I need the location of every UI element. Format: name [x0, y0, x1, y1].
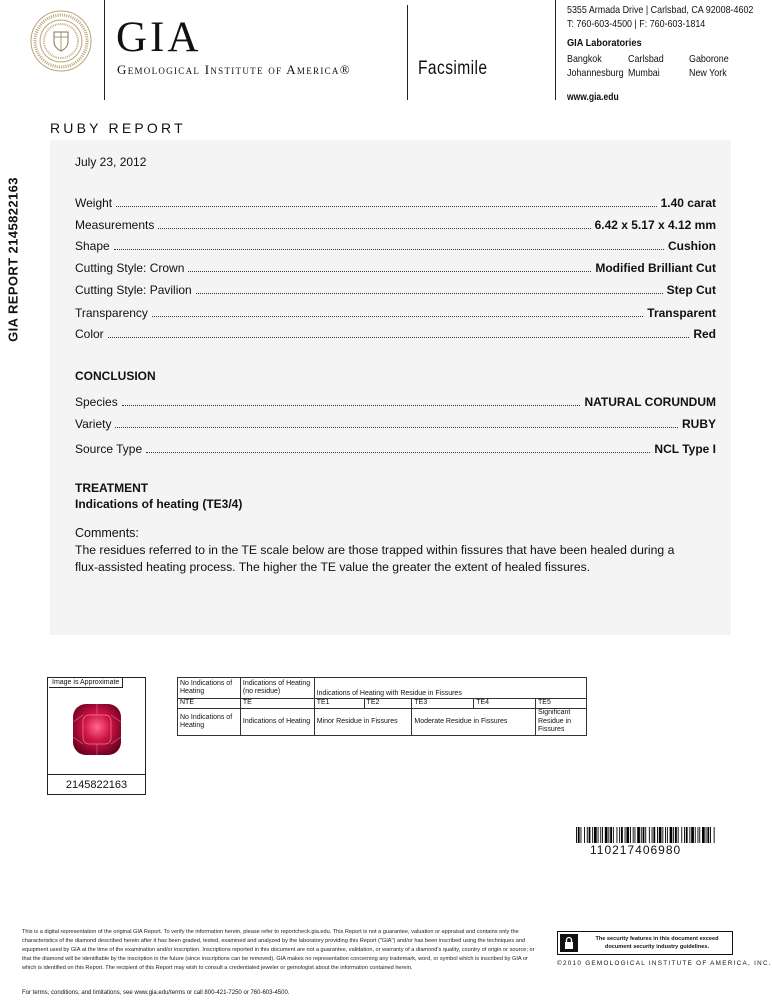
image-report-number: 2145822163: [65, 779, 128, 791]
dot-leader: [114, 249, 664, 250]
te-cell: Moderate Residue in Fissures: [412, 709, 536, 736]
field-label: Shape: [75, 239, 110, 253]
field-label: Weight: [75, 196, 113, 210]
dot-leader: [188, 271, 591, 272]
dot-leader: [108, 337, 690, 338]
te-cell: No Indications of Heating: [178, 678, 241, 699]
dot-leader: [152, 316, 643, 317]
te-cell: TE5: [536, 699, 587, 709]
te-cell: TE1: [314, 699, 364, 709]
header-divider: [555, 0, 556, 100]
field-label: Measurements: [75, 218, 155, 232]
field-label: Source Type: [75, 442, 143, 456]
field-label: Transparency: [75, 306, 148, 320]
address-line: 5355 Armada Drive | Carlsbad, CA 92008-4602: [567, 4, 754, 16]
copyright-line: ©2010 GEMOLOGICAL INSTITUTE OF AMERICA, INC.: [557, 960, 772, 967]
field-value: 6.42 x 5.17 x 4.12 mm: [594, 218, 716, 232]
comments-text: The residues referred to in the TE scale below are those trapped within fissures that have been healed during a flux-assisted heating process. The higher the TE value the greater the extent of healed fissures.: [75, 543, 675, 574]
field-row-source-type: [75, 440, 716, 456]
ruby-gem-image: [71, 702, 123, 757]
field-value: NCL Type I: [654, 442, 716, 456]
te-cell: TE: [240, 699, 314, 709]
treatment-heading: TREATMENT: [75, 481, 149, 495]
header-divider: [104, 0, 105, 100]
security-notice-text: The security features in this document exceed document security industry guidelines.: [595, 936, 719, 950]
barcode-number: 110217406980: [590, 843, 682, 857]
gia-seal-logo: [30, 10, 92, 72]
field-row-species: [75, 393, 716, 409]
security-notice-box: [557, 931, 733, 955]
field-row-measurements: [75, 216, 716, 232]
te-cell: TE2: [364, 699, 412, 709]
dot-leader: [122, 405, 581, 406]
labs-title: GIA Laboratories: [567, 37, 642, 49]
dot-leader: [146, 452, 650, 453]
te-cell: Indications of Heating with Residue in Fissures: [314, 678, 586, 699]
field-value: Transparent: [647, 306, 716, 320]
institute-name: Gemological Institute of America®: [117, 62, 351, 77]
te-cell: NTE: [178, 699, 241, 709]
te-cell: No Indications of Heating: [178, 709, 241, 736]
field-value: Red: [693, 327, 716, 341]
te-cell: Indications of Heating (no residue): [240, 678, 314, 699]
field-value: Cushion: [668, 239, 716, 253]
te-cell: TE4: [474, 699, 536, 709]
te-cell: Significant Residue in Fissures: [536, 709, 587, 736]
field-row-shape: [75, 237, 716, 253]
lab-city: New York: [689, 67, 727, 79]
dot-leader: [116, 206, 656, 207]
lab-city: Bangkok: [567, 53, 602, 65]
te-scale-table: [177, 677, 587, 736]
field-label: Species: [75, 395, 118, 409]
field-value: Step Cut: [666, 283, 716, 297]
field-row-variety: [75, 415, 716, 431]
report-date: July 23, 2012: [75, 155, 147, 169]
field-value: RUBY: [681, 417, 716, 431]
barcode-image: [576, 827, 716, 843]
field-label: Color: [75, 327, 104, 341]
website-link[interactable]: www.gia.edu: [567, 92, 619, 103]
phone-line: T: 760-603-4500 | F: 760-603-1814: [567, 18, 706, 30]
lab-city: Johannesburg: [567, 67, 624, 79]
te-cell: Indications of Heating: [240, 709, 314, 736]
dot-leader: [158, 228, 590, 229]
image-box-divider: [48, 774, 145, 775]
te-cell: Minor Residue in Fissures: [314, 709, 412, 736]
facsimile-label: Facsimile: [418, 58, 488, 79]
field-label: Cutting Style: Pavilion: [75, 283, 192, 297]
image-approximate-label: Image is Approximate: [49, 678, 123, 688]
field-value: 1.40 carat: [660, 196, 716, 210]
field-row-weight: [75, 194, 716, 210]
field-value: Modified Brilliant Cut: [595, 261, 716, 275]
field-row-transparency: [75, 304, 716, 320]
comments-heading: Comments:: [75, 526, 139, 540]
treatment-value: Indications of heating (TE3/4): [75, 497, 243, 511]
report-title: RUBY REPORT: [50, 120, 186, 136]
disclaimer-text: This is a digital representation of the original GIA Report. To verify the information herein, please refer to reportcheck.gia.edu. This Report is not a guarantee, valuation or appraisal and contains only the characteristics of the diamond described herein after it has been graded, tested, examined and analyzed by the laboratory providing this Report ("GIA") and/or has been inscribed using the techniques and equipment used by GIA at the time of the examination and/or inscription. Inscriptions reported in this document are not a guarantee, validation, or warranty of a diamond's quality, country of origin or source; or that the diamond will be identifiable by the inscription in the future (since inscriptions can be removed). GIA makes no representation concerning any trademark, word, or symbol which is inscribed by GIA or which is identified on this Report. The recipient of this Report may wish to consult a credentialed jeweler or gemologist about the information contained herein.: [22, 929, 535, 971]
te-cell: TE3: [412, 699, 474, 709]
field-row-crown: [75, 259, 716, 275]
dot-leader: [115, 427, 678, 428]
field-value: NATURAL CORUNDUM: [584, 395, 716, 409]
lab-city: Carlsbad: [628, 53, 664, 65]
conclusion-heading: CONCLUSION: [75, 369, 156, 383]
field-label: Cutting Style: Crown: [75, 261, 185, 275]
lab-city: Gaborone: [689, 53, 729, 65]
field-label: Variety: [75, 417, 112, 431]
lab-city: Mumbai: [628, 67, 660, 79]
gem-image-box: [47, 677, 146, 795]
side-report-number: GIA REPORT 2145822163: [5, 177, 21, 342]
field-row-color: [75, 325, 716, 341]
lock-icon: [560, 934, 578, 952]
field-row-pavilion: [75, 281, 716, 297]
terms-line: For terms, conditions, and limitations, see www.gia.edu/terms or call 800-421-7250 or 760-603-4500.: [22, 990, 290, 996]
header-divider: [407, 5, 408, 100]
gia-logo-text: GIA: [116, 14, 202, 61]
dot-leader: [196, 293, 663, 294]
